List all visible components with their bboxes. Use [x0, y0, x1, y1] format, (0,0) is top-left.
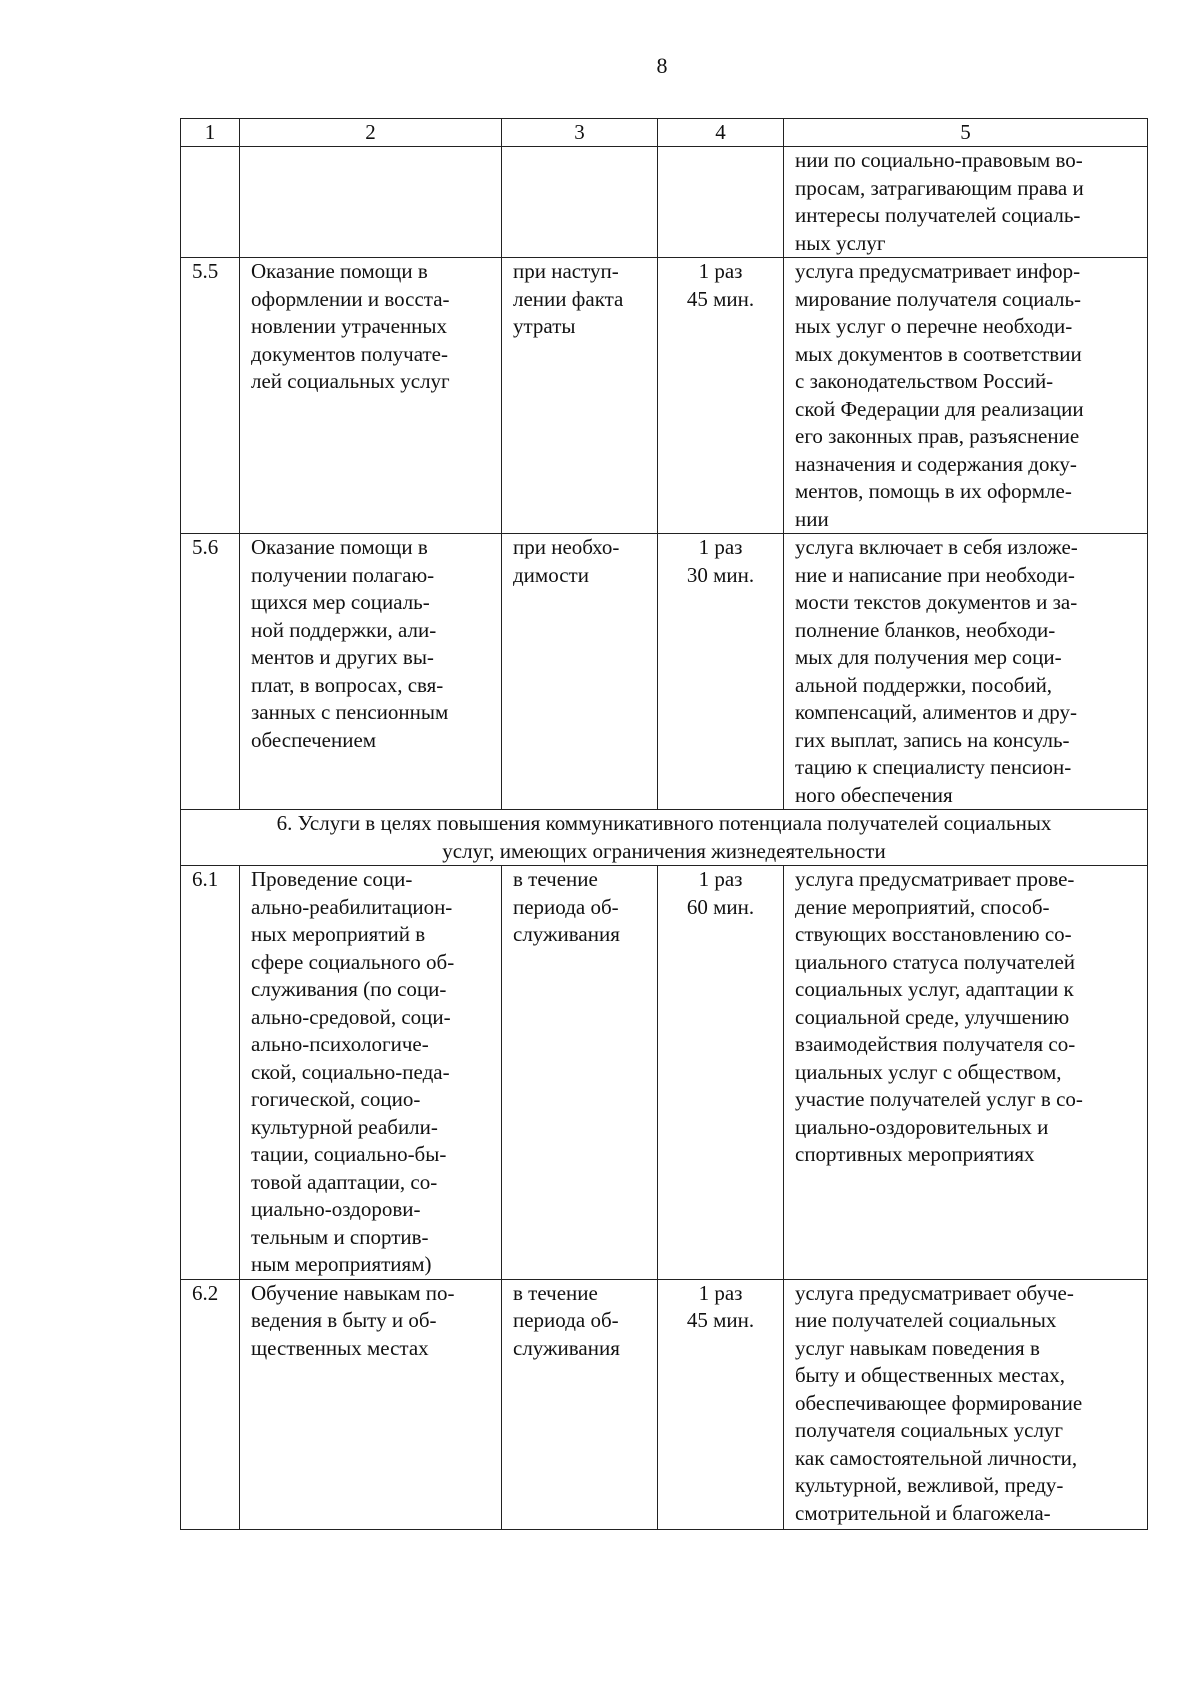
table-header-row — [181, 119, 1148, 147]
cell-name: Оказание помощи в получении полагаю- щихся мер социаль- ной поддержки, али- ментов и других вы- плат, в вопросах, свя- занных с пенсионным обеспечением — [240, 534, 502, 810]
cell-description: услуга предусматривает прове- дение мероприятий, способ- ствующих восстановлению со- циального статуса получателей социальных услуг, адаптации к социальной среде, улучшению взаимодействия получателя со- циальных услуг с обществом, участие получателей услуг в со- циально-оздоровительных и спортивных мероприятиях — [784, 866, 1148, 1280]
table-row-5-6 — [181, 534, 1148, 810]
table-row-continuation — [181, 147, 1148, 258]
cell-period: в течение периода об- служивания — [502, 866, 658, 1280]
header-cell-4: 4 — [658, 119, 784, 147]
header-cell-2: 2 — [240, 119, 502, 147]
cell-norm: 1 раз 30 мин. — [658, 534, 784, 810]
section-6-title: 6. Услуги в целях повышения коммуникативного потенциала получателей социальных услуг, имеющих ограничения жизнедеятельности — [181, 810, 1148, 866]
section-6-header-row — [181, 810, 1148, 866]
cell-description: услуга предусматривает инфор- мирование получателя социаль- ных услуг о перечне необходи- мых документов в соответствии с законодательством Россий- ской Федерации для реализации его законных прав, разъяснение назначения и содержания доку- ментов, помощь в их оформле- нии — [784, 258, 1148, 534]
cell-id — [181, 147, 240, 258]
services-table — [180, 118, 1148, 1530]
cell-period — [502, 147, 658, 258]
cell-norm: 1 раз 45 мин. — [658, 258, 784, 534]
cell-id: 6.2 — [181, 1279, 240, 1529]
cell-norm: 1 раз 45 мин. — [658, 1279, 784, 1529]
cell-name: Проведение соци- ально-реабилитацион- ных мероприятий в сфере социального об- служивания (по соци- ально-средовой, соци- ально-психологиче- ской, социально-педа- гогической, социо- культурной реабили- тации, социально-бы- товой адаптации, со- циально-оздорови- тельным и спортив- ным мероприятиям) — [240, 866, 502, 1280]
cell-norm: 1 раз 60 мин. — [658, 866, 784, 1280]
cell-period: при наступ- лении факта утраты — [502, 258, 658, 534]
cell-id: 5.6 — [181, 534, 240, 810]
header-cell-5: 5 — [784, 119, 1148, 147]
page-number: 8 — [656, 53, 668, 78]
table-row-6-1 — [181, 866, 1148, 1280]
cell-period: при необхо- димости — [502, 534, 658, 810]
cell-id: 6.1 — [181, 866, 240, 1280]
cell-name: Оказание помощи в оформлении и восста- новлении утраченных документов получате- лей социальных услуг — [240, 258, 502, 534]
cell-period: в течение периода об- служивания — [502, 1279, 658, 1529]
cell-description: услуга предусматривает обуче- ние получателей социальных услуг навыкам поведения в быту и общественных местах, обеспечивающее формирование получателя социальных услуг как самостоятельной личности, культурной, вежливой, преду- смотрительной и благожела- — [784, 1279, 1148, 1529]
header-cell-3: 3 — [502, 119, 658, 147]
cell-norm — [658, 147, 784, 258]
header-cell-1: 1 — [181, 119, 240, 147]
table-row-6-2 — [181, 1279, 1148, 1529]
table-row-5-5 — [181, 258, 1148, 534]
cell-name: Обучение навыкам по- ведения в быту и об- щественных местах — [240, 1279, 502, 1529]
cell-description: нии по социально-правовым во- просам, затрагивающим права и интересы получателей социаль- ных услуг — [784, 147, 1148, 258]
cell-id: 5.5 — [181, 258, 240, 534]
cell-name — [240, 147, 502, 258]
cell-description: услуга включает в себя изложе- ние и написание при необходи- мости текстов документов и за- полнение бланков, необходи- мых для получения мер соци- альной поддержки, пособий, компенсаций, алиментов и дру- гих выплат, запись на консуль- тацию к специалисту пенсион- ного обеспечения — [784, 534, 1148, 810]
